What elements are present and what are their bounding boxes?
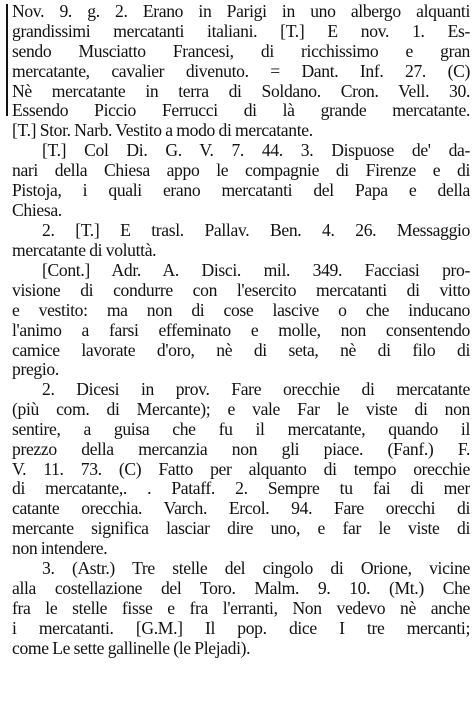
text-line: come Le sette gallinelle (le Plejadi). — [12, 638, 251, 658]
text-line: prezzo della mercanzia non gli piace. (Fanf.) F. — [12, 439, 470, 459]
entry-block-astronomy — [12, 559, 470, 658]
text-line: [T.] Col Di. G. V. 7. 44. 3. Dispuose de' da- — [42, 141, 470, 161]
text-line: [Cont.] Adr. A. Disci. mil. 349. Facciasi pro- — [42, 261, 470, 280]
text-line: 2. Dicesi in prov. Fare orecchie di mercatante — [42, 380, 470, 399]
text-line: sentire, a guisa che fu il mercatante, quando il — [12, 419, 470, 439]
text-line: (più com. di Mercante); e vale Far le viste di non — [12, 399, 470, 419]
text-line: mercatante, cavalier divenuto. = Dant. Inf. 27. (C) — [12, 61, 470, 81]
text-line: fra le stelle fisse e fra l'erranti, Non vedevo nè anche — [12, 598, 470, 618]
text-line: camice lavorate d'oro, nè di seta, nè di filo di — [12, 340, 470, 360]
text-line: Pistoja, i quali erano mercatanti del Papa e della — [12, 181, 470, 201]
text-line: mercante significa lasciar dire uno, e far le viste di — [12, 519, 470, 539]
entry-block-proverb — [12, 380, 470, 559]
text-line: sendo Musciatto Francesi, di ricchissimo e gran — [12, 41, 470, 61]
text-line: Essendo Piccio Ferrucci di là grande mercatante. — [12, 101, 470, 121]
text-line: grandissimi mercatanti italiani. [T.] E nov. 1. Es- — [12, 21, 470, 41]
text-line: visione di condurre con l'esercito mercatanti di vitto — [12, 280, 470, 300]
text-line: non intendere. — [12, 539, 108, 559]
text-line: di mercatante,. . Pataff. 2. Sempre tu fai di mer — [12, 479, 470, 499]
text-line: [T.] Stor. Narb. Vestito a modo di mercatante. — [12, 121, 313, 141]
text-line: alla costellazione del Toro. Malm. 9. 10. (Mt.) Che — [12, 578, 470, 598]
text-line: mercatante di voluttà. — [12, 240, 157, 260]
text-line: i mercatanti. [G.M.] Il pop. dice I tre mercanti; — [12, 618, 470, 638]
entry-block-citations — [12, 2, 470, 221]
entry-block-continuation — [12, 261, 470, 380]
margin-rule — [6, 4, 8, 116]
text-line: Nè mercatante in terra di Soldano. Cron. Vell. 30. — [12, 81, 470, 101]
text-line: nari della Chiesa appo le compagnie di Firenze e di — [12, 161, 470, 181]
text-line: e vestito: ma non di cose lascive o che inducano — [12, 300, 470, 320]
text-line: V. 11. 73. (C) Fatto per alquanto di tempo orecchie — [12, 459, 470, 479]
text-line: Chiesa. — [12, 200, 62, 220]
text-line: 3. (Astr.) Tre stelle del cingolo di Orione, vicine — [42, 559, 470, 578]
text-line: catante orecchia. Varch. Ercol. 94. Fare orecchi di — [12, 499, 470, 519]
text-line: Nov. 9. g. 2. Erano in Parigi in uno albergo alquanti — [12, 2, 470, 21]
text-line: 2. [T.] E trasl. Pallav. Ben. 4. 26. Messaggio — [42, 221, 470, 240]
text-line: l'animo a farsi effeminato e molle, non consentendo — [12, 320, 470, 340]
entry-block-figurative — [12, 221, 470, 261]
text-line: pregio. — [12, 360, 59, 380]
